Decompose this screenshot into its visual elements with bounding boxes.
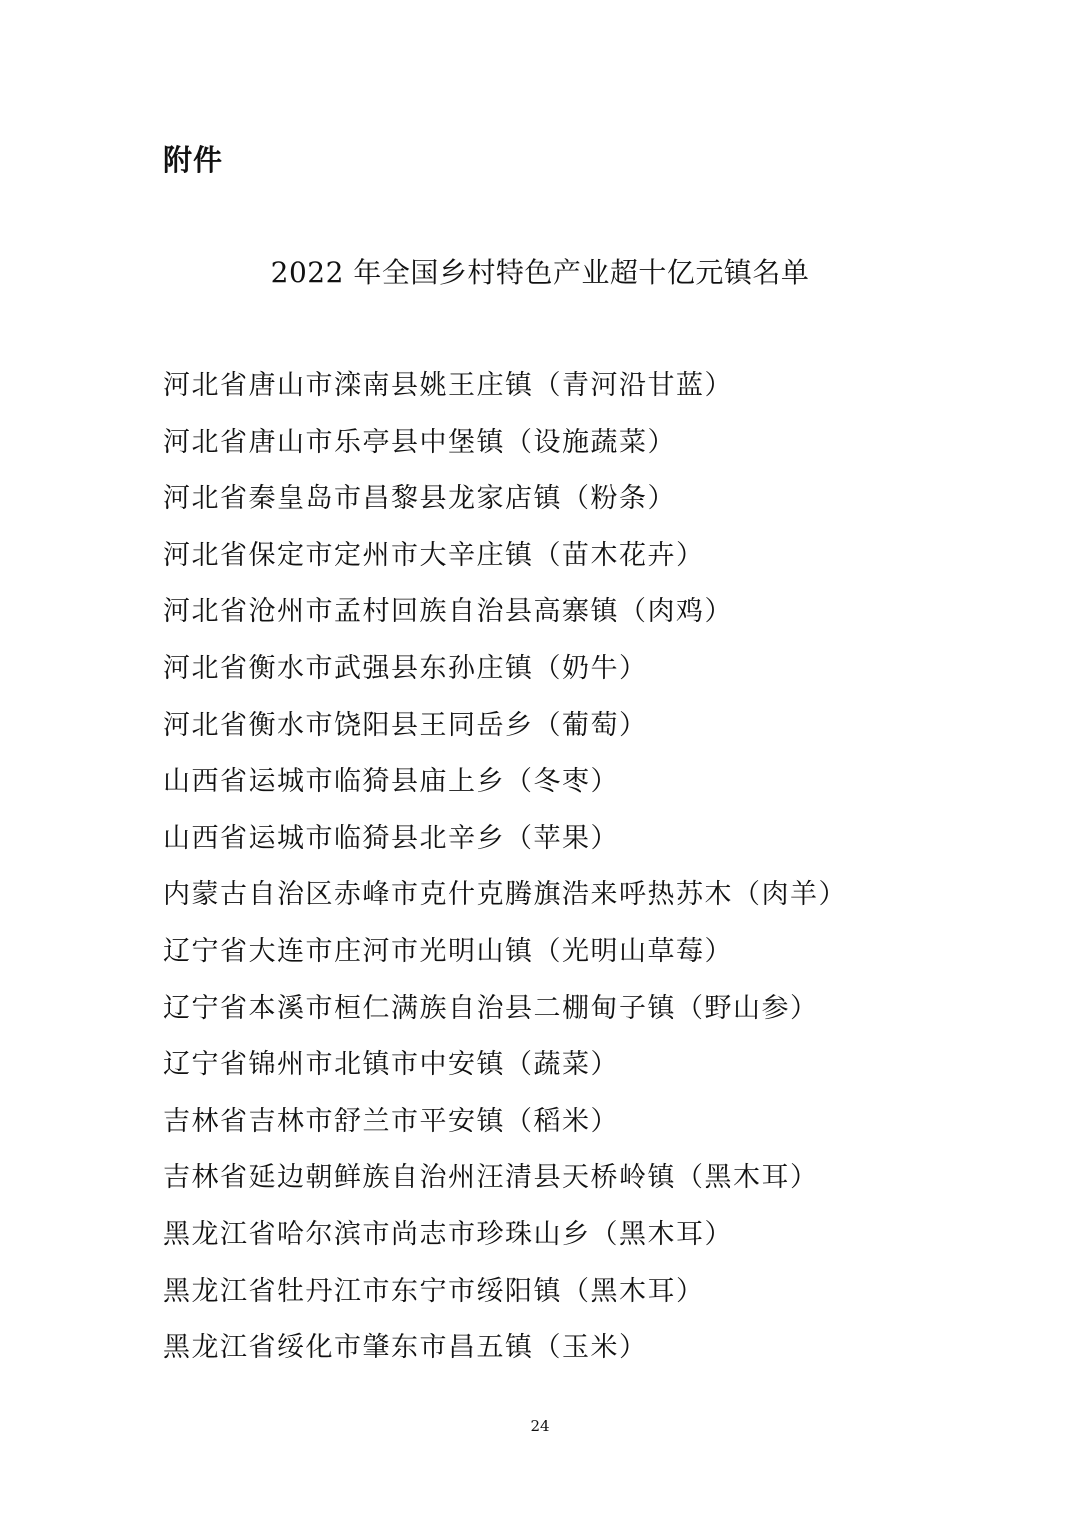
attachment-label: 附件 xyxy=(163,143,224,177)
list-item: 河北省唐山市乐亭县中堡镇（设施蔬菜） xyxy=(163,426,676,458)
list-item: 河北省唐山市滦南县姚王庄镇（青河沿甘蓝） xyxy=(163,370,733,401)
list-item: 河北省衡水市武强县东孙庄镇（奶牛） xyxy=(163,652,648,684)
list-item: 河北省保定市定州市大辛庄镇（苗木花卉） xyxy=(163,539,705,571)
list-item: 黑龙江省哈尔滨市尚志市珍珠山乡（黑木耳） xyxy=(163,1218,733,1250)
list-item: 山西省运城市临猗县北辛乡（苹果） xyxy=(163,822,619,854)
list-item: 辽宁省本溪市桓仁满族自治县二棚甸子镇（野山参） xyxy=(163,992,819,1024)
page-number: 24 xyxy=(530,1417,550,1435)
list-item: 吉林省吉林市舒兰市平安镇（稻米） xyxy=(163,1105,619,1137)
list-item: 吉林省延边朝鲜族自治州汪清县天桥岭镇（黑木耳） xyxy=(163,1162,819,1194)
document-title: 2022 年全国乡村特色产业超十亿元镇名单 xyxy=(270,256,810,289)
list-item: 黑龙江省绥化市肇东市昌五镇（玉米） xyxy=(163,1332,648,1364)
list-item: 河北省沧州市孟村回族自治县高寨镇（肉鸡） xyxy=(163,596,733,628)
list-item: 河北省衡水市饶阳县王同岳乡（葡萄） xyxy=(163,709,648,741)
town-list xyxy=(163,364,1043,1383)
list-item: 黑龙江省牡丹江市东宁市绥阳镇（黑木耳） xyxy=(163,1275,705,1307)
list-item: 内蒙古自治区赤峰市克什克腾旗浩来呼热苏木（肉羊） xyxy=(163,879,847,911)
list-item: 辽宁省锦州市北镇市中安镇（蔬菜） xyxy=(163,1049,619,1081)
list-item: 山西省运城市临猗县庙上乡（冬枣） xyxy=(163,766,619,798)
list-item: 辽宁省大连市庄河市光明山镇（光明山草莓） xyxy=(163,935,733,967)
list-item: 河北省秦皇岛市昌黎县龙家店镇（粉条） xyxy=(163,483,676,515)
